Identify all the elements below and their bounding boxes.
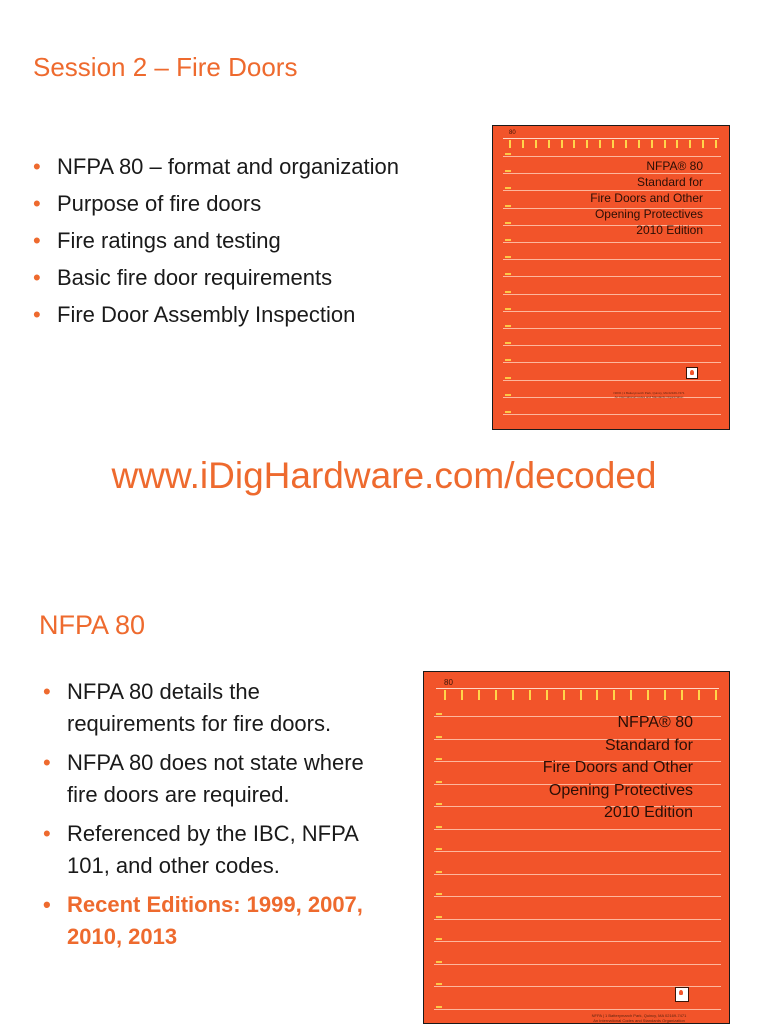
cover-tick bbox=[522, 140, 524, 148]
cover-tick bbox=[495, 690, 497, 700]
cover-rule bbox=[434, 1009, 721, 1010]
cover-rule bbox=[503, 311, 721, 312]
cover-heading: NFPA® 80 Standard for Fire Doors and Other Opening Protectives 2010 Edition bbox=[542, 714, 693, 821]
bullet-icon: • bbox=[43, 750, 51, 775]
cover-tick bbox=[651, 140, 653, 148]
cover-rule bbox=[434, 941, 721, 942]
list-item: • Referenced by the IBC, NFPA 101, and other codes. bbox=[67, 818, 387, 882]
cover-tick bbox=[647, 690, 649, 700]
cover-tick bbox=[715, 690, 717, 700]
cover-rule bbox=[503, 362, 721, 363]
cover-tick bbox=[546, 690, 548, 700]
cover-tick bbox=[478, 690, 480, 700]
cover-rule bbox=[434, 829, 721, 830]
cover-tick bbox=[612, 140, 614, 148]
cover-ticks bbox=[509, 140, 717, 148]
slide-title: Session 2 – Fire Doors bbox=[33, 52, 298, 82]
cover-tick bbox=[676, 140, 678, 148]
cover-tick bbox=[561, 140, 563, 148]
list-item: • Fire Door Assembly Inspection bbox=[33, 302, 356, 327]
cover-rule bbox=[434, 851, 721, 852]
cover-tick bbox=[461, 690, 463, 700]
slide-title: NFPA 80 bbox=[39, 610, 146, 640]
cover-tick bbox=[563, 690, 565, 700]
cover-heading: NFPA® 80 Standard for Fire Doors and Other Opening Protectives 2010 Edition bbox=[590, 159, 703, 237]
bullet-icon: • bbox=[43, 679, 51, 704]
bullet-icon: • bbox=[33, 228, 41, 253]
cover-tick bbox=[613, 690, 615, 700]
nfpa-80-book-cover bbox=[492, 125, 730, 430]
cover-tick bbox=[444, 690, 446, 700]
cover-imprint: NFPA | 1 Batterymarch Park, Quincy, MA 02169-7471 An International Codes and Standards Organization bbox=[591, 1013, 687, 1023]
cover-tick bbox=[698, 690, 700, 700]
cover-rule bbox=[434, 964, 721, 965]
list-item: • NFPA 80 – format and organization bbox=[33, 154, 400, 179]
cover-rule bbox=[434, 874, 721, 875]
cover-tick bbox=[596, 690, 598, 700]
cover-rule bbox=[503, 294, 721, 295]
cover-tick bbox=[535, 140, 537, 148]
cover-rule bbox=[434, 896, 721, 897]
cover-tick bbox=[586, 140, 588, 148]
bullet-icon: • bbox=[33, 265, 41, 290]
cover-tick bbox=[702, 140, 704, 148]
cover-rule bbox=[503, 259, 721, 260]
cover-rule bbox=[434, 919, 721, 920]
bullet-icon: • bbox=[43, 892, 51, 917]
bullet-icon: • bbox=[43, 821, 51, 846]
nfpa-80-book-cover bbox=[423, 671, 730, 1024]
cover-rule bbox=[503, 328, 721, 329]
list-item: • Purpose of fire doors bbox=[33, 191, 262, 216]
cover-rule bbox=[503, 156, 721, 157]
cover-rule bbox=[503, 276, 721, 277]
website-link[interactable]: www.iDigHardware.com/decoded bbox=[111, 455, 657, 496]
list-item: • Recent Editions: 1999, 2007, 2010, 2013 bbox=[67, 889, 387, 953]
cover-number: 80 bbox=[444, 678, 453, 687]
cover-imprint: NFPA | 1 Batterymarch Park, Quincy, MA 02169-7471 An International Codes and Standards Organization bbox=[613, 391, 685, 399]
cover-tick bbox=[638, 140, 640, 148]
nfpa-logo-icon bbox=[675, 987, 689, 1002]
cover-tick bbox=[529, 690, 531, 700]
cover-tick bbox=[689, 140, 691, 148]
cover-number: 80 bbox=[509, 130, 516, 136]
cover-tick bbox=[625, 140, 627, 148]
nfpa-logo-icon bbox=[686, 367, 698, 379]
bullet-icon: • bbox=[33, 302, 41, 327]
cover-tick bbox=[580, 690, 582, 700]
cover-rule bbox=[503, 414, 721, 415]
cover-tick bbox=[573, 140, 575, 148]
cover-rule bbox=[503, 242, 721, 243]
cover-tick bbox=[681, 690, 683, 700]
list-item: • NFPA 80 details the requirements for fire doors. bbox=[67, 676, 387, 740]
cover-tick bbox=[512, 690, 514, 700]
cover-tick bbox=[599, 140, 601, 148]
list-item: • Fire ratings and testing bbox=[33, 228, 281, 253]
list-item: • Basic fire door requirements bbox=[33, 265, 333, 290]
cover-rule bbox=[503, 345, 721, 346]
cover-tick bbox=[664, 140, 666, 148]
bullet-list bbox=[33, 153, 400, 338]
cover-tick bbox=[630, 690, 632, 700]
cover-tick bbox=[509, 140, 511, 148]
bullet-list bbox=[43, 676, 387, 960]
cover-rule bbox=[503, 380, 721, 381]
bullet-icon: • bbox=[33, 191, 41, 216]
cover-tick bbox=[548, 140, 550, 148]
cover-tick bbox=[664, 690, 666, 700]
cover-tick bbox=[715, 140, 717, 148]
bullet-icon: • bbox=[33, 154, 41, 179]
list-item: • NFPA 80 does not state where fire doors are required. bbox=[67, 747, 387, 811]
cover-ticks bbox=[444, 690, 717, 700]
